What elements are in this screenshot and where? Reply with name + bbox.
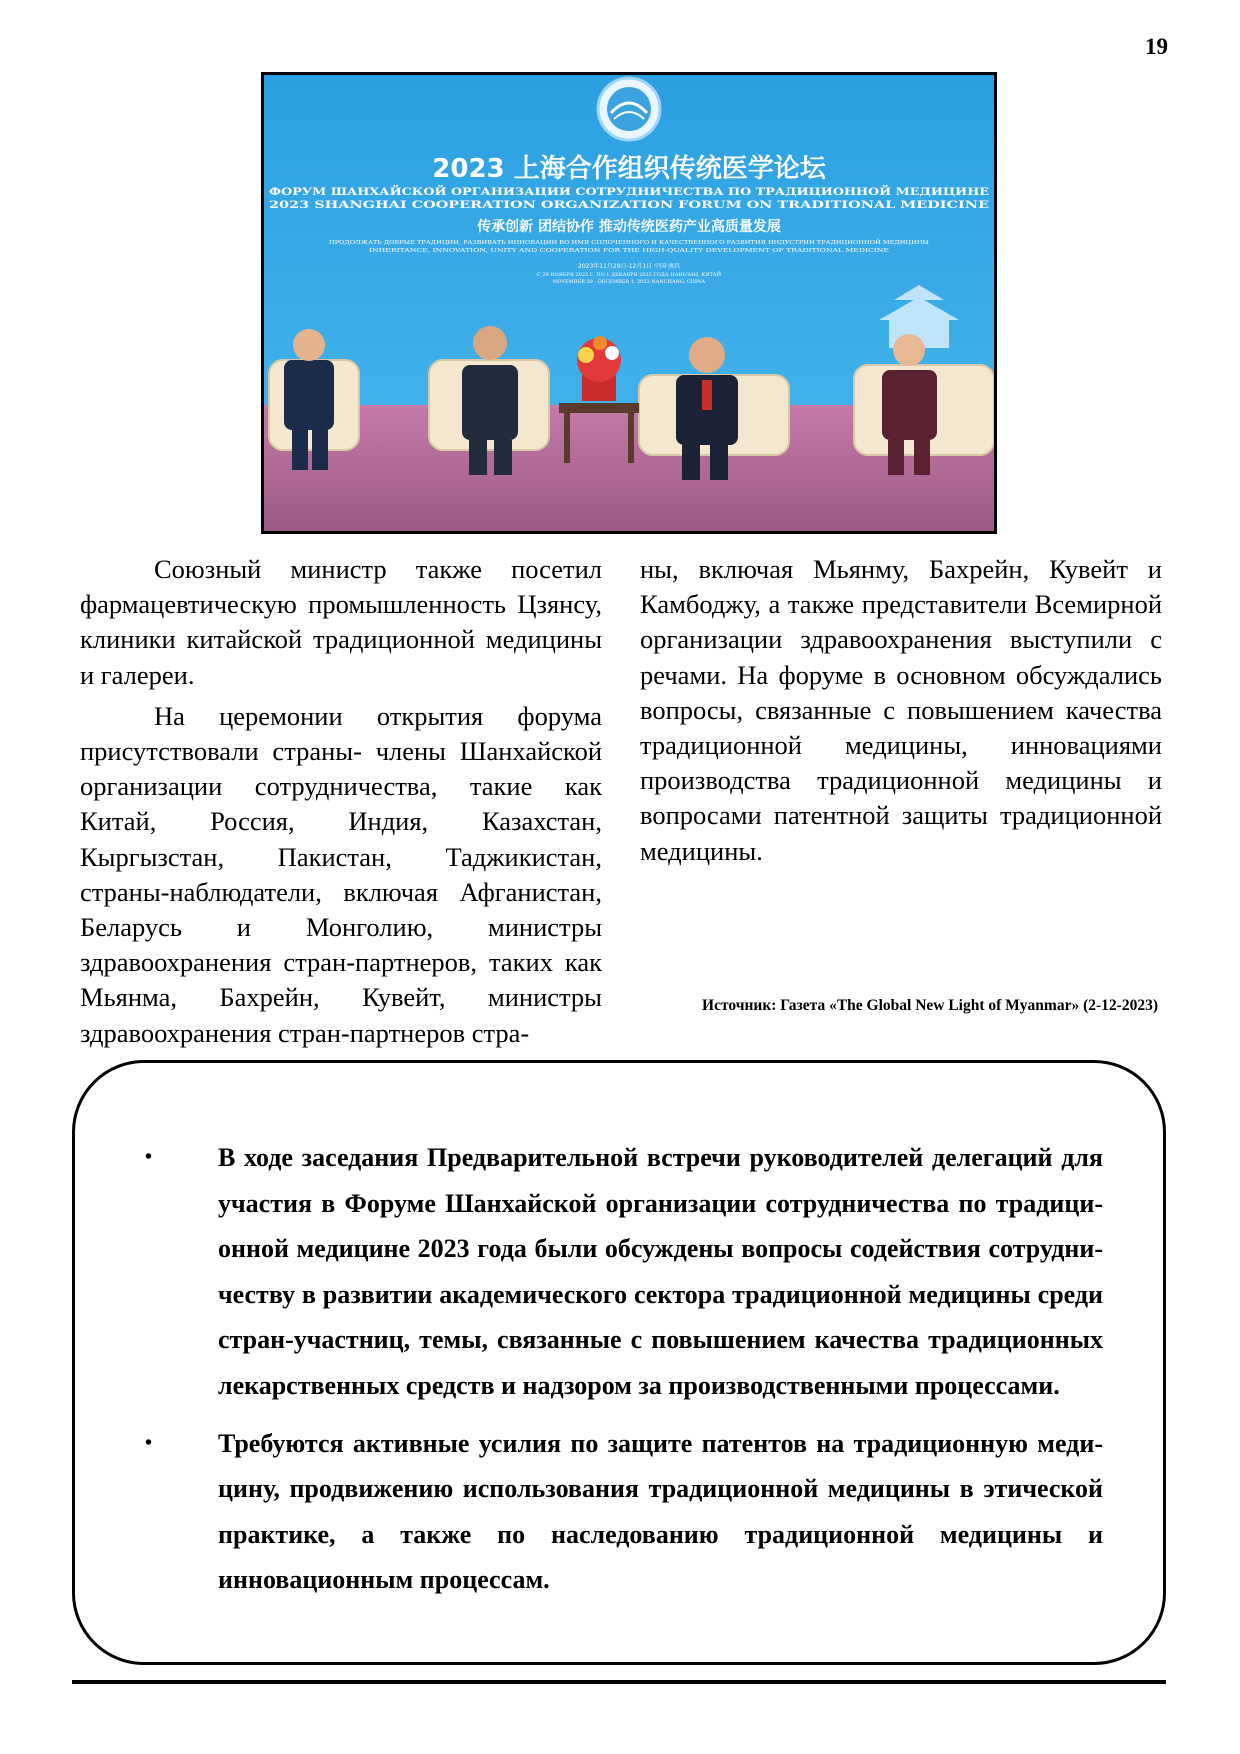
banner-title-en: 2023 SHANGHAI COOPERATION ORGANIZATION FORUM ON TRADITIONAL MEDICINE: [269, 199, 989, 211]
bottom-rule: [72, 1680, 1166, 1684]
summary-box: [72, 1060, 1166, 1665]
summary-item-1: [145, 1135, 1103, 1409]
left-paragraph-2: На церемонии открытия форума присутствовали страны- члены Шанхайской организации сотрудничества, такие как Китай, Россия, Индия, Казахстан, Кыргызстан, Пакистан, Таджикистан, страны-наблюдатели, включая Афганистан, Беларусь и Монголию, министры здравоохранения стран-партнеров, таких как Мьянма, Бахрейн, Кувейт, министры здравоохранения стран-партнеров стра-: [80, 700, 602, 1048]
banner-title-cn: 2023 上海合作组织传统医学论坛: [432, 154, 826, 184]
left-paragraph-1: Союзный министр также посетил фармацевтическую промышленность Цзянсу, клиники китайской традиционной медицины и галереи.: [80, 554, 602, 690]
summary-list: [145, 1135, 1103, 1603]
summary-item-2: [145, 1421, 1103, 1603]
right-paragraph-1: ны, включая Мьянму, Бахрейн, Кувейт и Камбоджу, а также представители Всемирной организации здравоохранения выступили с речами. На форуме в основном обсуждались вопросы, связанные с повышением качества традиционной медицины, инновациями производства традиционной медицины и вопросами патентной защиты традиционной медицины.: [640, 554, 1162, 866]
bullet-icon: •: [145, 1146, 153, 1168]
bullet-icon: •: [145, 1431, 153, 1454]
banner-date-ru: С 29 НОЯБРЯ 2023 Г. ПО 1 ДЕКАБРЯ 2023 ГОДА НАНЬЧАН, КИТАЙ: [536, 272, 722, 278]
banner-title-ru: ФОРУМ ШАНХАЙСКОЙ ОРГАНИЗАЦИИ СОТРУДНИЧЕСТВА ПО ТРАДИЦИОННОЙ МЕДИЦИНЕ: [269, 186, 862, 198]
banner-slogan-en: INHERITANCE, INNOVATION, UNITY AND COOPERATION FOR THE HIGH-QUALITY DEVELOPMENT OF TRADITIONAL MEDICINE: [369, 248, 889, 254]
banner-slogan-ru: ПРОДОЛЖАТЬ ДОБРЫЕ ТРАДИЦИИ, РАЗВИВАТЬ ИННОВАЦИИ ВО ИМЯ СПЛОЧЕННОГО И КАЧЕСТВЕННОГО РАЗВИТИЯ ИНДУСТРИИ ТРАДИЦИОННОЙ МЕДИЦИНЫ: [329, 240, 833, 246]
banner-date-en: NOVEMBER 29 - DECEMBER 1, 2023 NANCHANG, CHINA: [553, 279, 705, 285]
right-column: [640, 552, 1162, 869]
source-citation: Источник: Газета «The Global New Light of Myanmar» (2-12-2023): [702, 997, 1158, 1014]
sco-emblem-icon: [598, 78, 660, 140]
summary-item-text: Требуются активные усилия по защите патентов на традиционную медицину, продвижению использования традиционной медицины в этической практике, а также по наследованию традиционной медицины и инновационным процессам.: [218, 1428, 1103, 1595]
page-number: 19: [1145, 34, 1168, 59]
left-column: [80, 552, 602, 1051]
banner-slogan-cn: 传承创新 团结协作 推动传统医药产业高质量发展: [477, 219, 781, 235]
forum-photo: [261, 72, 997, 534]
banner-date-cn: 2023年11月29日-12月1日 中国·南昌: [578, 263, 680, 270]
summary-item-text: В ходе заседания Предварительной встречи руководителей делегаций для участия в Форуме Шанхайской организации сотрудничества по традиционной медицине 2023 года были обсуждены вопросы содействия сотрудничеству в развитии академического сектора традиционной медицины среди стран-участниц, темы, связанные с повышением качества традиционных лекарственных средств и надзором за производственными процессами.: [218, 1143, 1103, 1400]
